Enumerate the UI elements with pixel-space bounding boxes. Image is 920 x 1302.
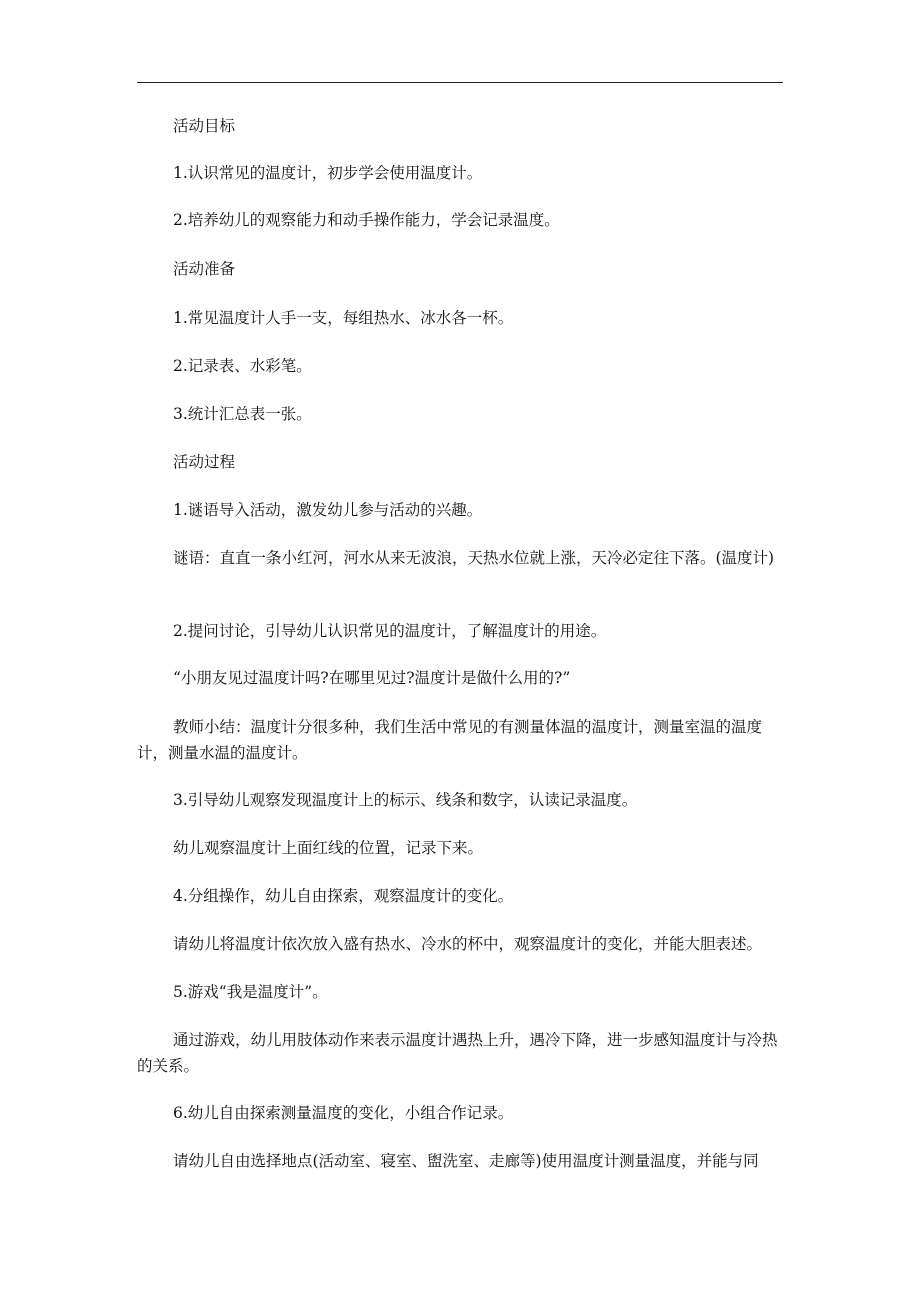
process-step-6: 6.幼儿自由探索测量温度的变化，小组合作记录。 — [173, 1104, 514, 1122]
preparation-3: 3.统计汇总表一张。 — [173, 405, 312, 423]
heading-activity-preparation: 活动准备 — [173, 260, 236, 278]
preparation-2: 2.记录表、水彩笔。 — [173, 357, 312, 375]
process-step-3: 3.引导幼儿观察发现温度计上的标示、线条和数字，认读记录温度。 — [173, 791, 638, 809]
heading-activity-process: 活动过程 — [173, 453, 236, 471]
teacher-summary: 教师小结：温度计分很多种，我们生活中常见的有测量体温的温度计，测量室温的温度计，测量水温的温度计。 — [137, 718, 763, 762]
process-step-1: 1.谜语导入活动，激发幼儿参与活动的兴趣。 — [173, 501, 483, 519]
preparation-1: 1.常见温度计人手一支，每组热水、冰水各一杯。 — [173, 309, 514, 327]
game-description: 通过游戏，幼儿用肢体动作来表示温度计遇热上升，遇冷下降，进一步感知温度计与冷热的关系。 — [137, 1031, 778, 1075]
goal-2: 2.培养幼儿的观察能力和动手操作能力，学会记录温度。 — [173, 211, 560, 229]
process-step-4: 4.分组操作，幼儿自由探索，观察温度计的变化。 — [173, 887, 514, 905]
process-step-2: 2.提问讨论，引导幼儿认识常见的温度计，了解温度计的用途。 — [173, 622, 607, 640]
document-body — [137, 0, 783, 1302]
goal-1: 1.认识常见的温度计，初步学会使用温度计。 — [173, 164, 483, 182]
observe-red-line: 幼儿观察温度计上面红线的位置，记录下来。 — [173, 839, 484, 857]
heading-activity-goals: 活动目标 — [173, 117, 236, 135]
hot-cold-water-task: 请幼儿将温度计依次放入盛有热水、冷水的杯中，观察温度计的变化，并能大胆表述。 — [173, 935, 763, 953]
teacher-question: “小朋友见过温度计吗?在哪里见过?温度计是做什么用的?” — [173, 669, 571, 687]
measure-locations: 请幼儿自由选择地点(活动室、寝室、盥洗室、走廊等)使用温度计测量温度，并能与同 — [173, 1152, 759, 1170]
process-step-5: 5.游戏“我是温度计”。 — [173, 983, 328, 1001]
riddle-paragraph: 谜语：直直一条小红河，河水从来无波浪，天热水位就上涨，天冷必定往下落。(温度计) — [173, 549, 775, 567]
